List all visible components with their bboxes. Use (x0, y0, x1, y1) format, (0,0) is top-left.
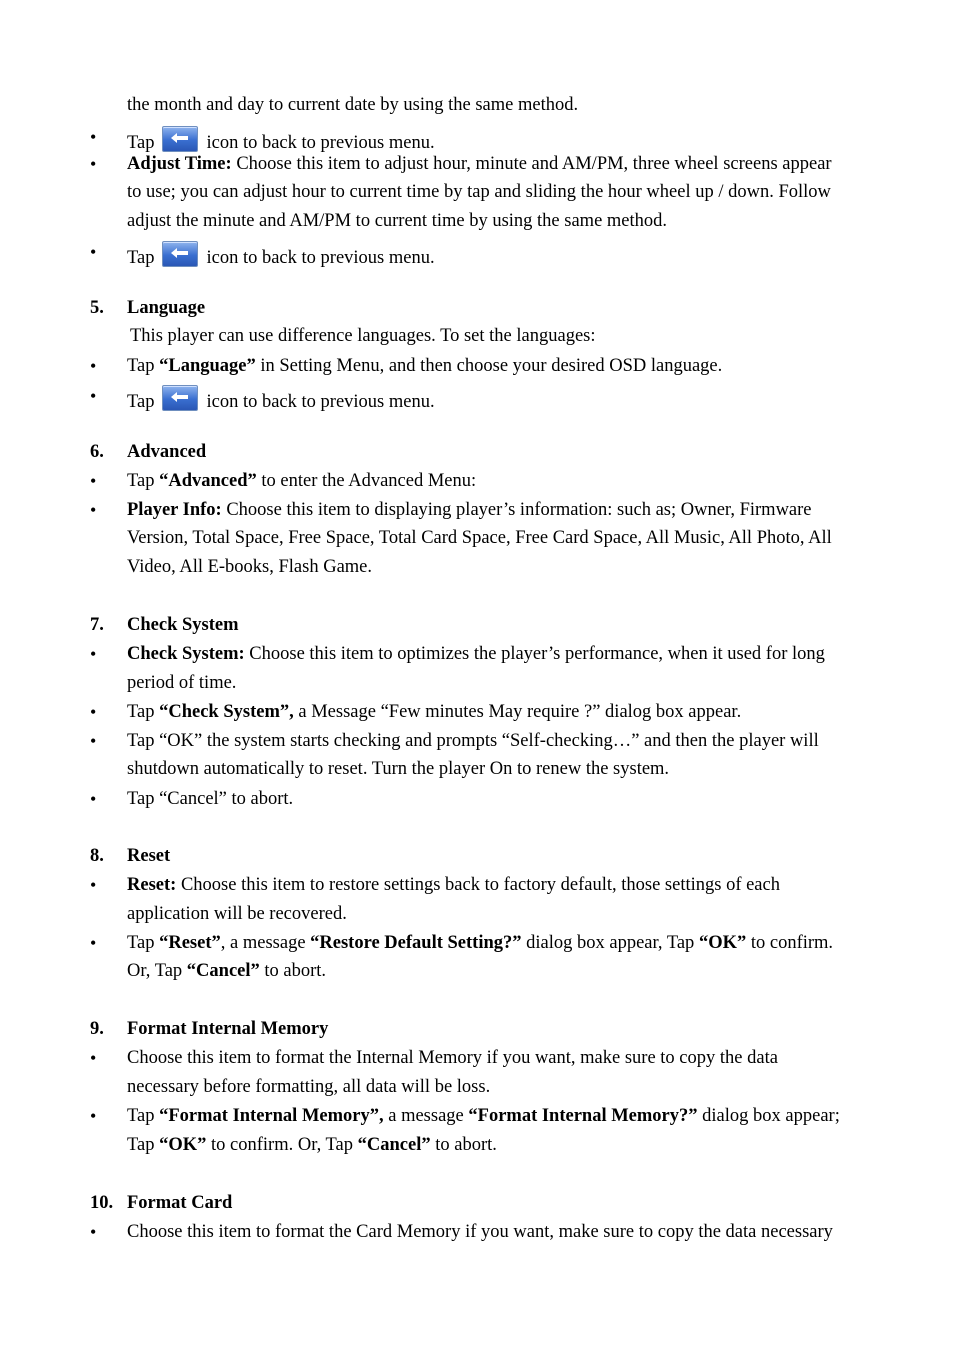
section-number: 10. (90, 1193, 114, 1213)
list-item (127, 643, 825, 665)
bold-text: Reset: (127, 875, 177, 895)
text: a message (383, 1106, 469, 1126)
adjust-time-line (127, 153, 832, 175)
tap-rest-text: icon to back to previous menu. (206, 133, 435, 153)
bullet: • (90, 644, 97, 664)
section-number: 7. (90, 615, 104, 635)
list-item-cont (127, 1134, 497, 1156)
tap-text: Tap (127, 392, 155, 412)
bold-text: “Restore Default Setting?” (310, 933, 522, 953)
text: Tap (127, 702, 160, 722)
bullet: • (90, 731, 97, 751)
bullet: • (90, 154, 97, 174)
section-title: Language (127, 298, 206, 318)
bullet: • (90, 933, 97, 953)
text: Tap (127, 1135, 160, 1155)
bullet: • (90, 789, 97, 809)
tap-back-line (127, 385, 435, 413)
text: to abort. (259, 961, 327, 981)
text: , a message (220, 933, 311, 953)
bullet: • (90, 127, 97, 147)
bold-text: “Check System”, (159, 702, 294, 722)
bullet: • (90, 242, 97, 262)
text: Tap (127, 471, 160, 491)
bold-text: “Language” (159, 356, 256, 376)
section-title: Reset (127, 846, 171, 866)
text: dialog box appear, Tap (521, 933, 699, 953)
list-item (127, 701, 741, 723)
bold-text: Check System: (127, 644, 245, 664)
list-item: Choose this item to format the Internal Memory if you want, make sure to copy the data (127, 1048, 778, 1068)
text: dialog box appear; (697, 1106, 840, 1126)
section-number: 5. (90, 298, 104, 318)
adjust-time-line: adjust the minute and AM/PM to current time by using the same method. (127, 211, 668, 231)
tap-rest-text: icon to back to previous menu. (206, 392, 435, 412)
bullet: • (90, 1222, 97, 1242)
bold-text: “Format Internal Memory”, (159, 1106, 384, 1126)
adjust-time-text: Choose this item to adjust hour, minute and AM/PM, three wheel screens appear (231, 154, 832, 174)
tap-text: Tap (127, 133, 155, 153)
text: to abort. (430, 1135, 497, 1155)
text: a Message “Few minutes May require ?” dialog box appear. (293, 702, 742, 722)
list-item-cont: application will be recovered. (127, 904, 347, 924)
bold-text: “Cancel” (357, 1135, 431, 1155)
bullet: • (90, 386, 97, 406)
text: Tap (127, 933, 160, 953)
text: to confirm. Or, Tap (206, 1135, 358, 1155)
section-title: Format Internal Memory (127, 1019, 329, 1039)
bold-text: “OK” (698, 933, 747, 953)
list-item (127, 355, 722, 377)
text: Tap (127, 1106, 160, 1126)
list-item-cont: necessary before formatting, all data will be loss. (127, 1077, 491, 1097)
tap-text: Tap (127, 248, 155, 268)
text: Choose this item to restore settings back to factory default, those settings of each (176, 875, 780, 895)
text: Choose this item to optimizes the player’s performance, when it used for long (244, 644, 825, 664)
text: in Setting Menu, and then choose your desired OSD language. (255, 356, 723, 376)
bold-text: Player Info: (127, 500, 222, 520)
adjust-time-label: Adjust Time: (127, 154, 232, 174)
bullet: • (90, 500, 97, 520)
bold-text: “Format Internal Memory?” (468, 1106, 698, 1126)
list-item (127, 932, 833, 954)
tap-back-line (127, 126, 435, 154)
text: to enter the Advanced Menu: (256, 471, 477, 491)
section-number: 9. (90, 1019, 104, 1039)
bullet: • (90, 356, 97, 376)
text: to confirm. (746, 933, 834, 953)
bullet: • (90, 702, 97, 722)
section-number: 6. (90, 442, 104, 462)
list-item: Choose this item to format the Card Memory if you want, make sure to copy the data necessary (127, 1222, 833, 1242)
bold-text: “Advanced” (159, 471, 257, 491)
back-arrow-icon (162, 241, 198, 267)
section-title: Advanced (127, 442, 207, 462)
list-item (127, 499, 812, 521)
back-arrow-icon (162, 126, 198, 152)
bold-text: “OK” (159, 1135, 207, 1155)
text: Tap (127, 356, 160, 376)
section-title: Check System (127, 615, 239, 635)
bold-text: “Reset” (159, 933, 221, 953)
list-item (127, 470, 476, 492)
list-item: Tap “OK” the system starts checking and prompts “Self-checking…” and then the player will (127, 731, 819, 751)
section-number: 8. (90, 846, 104, 866)
list-item-cont: period of time. (127, 673, 237, 693)
section-title: Format Card (127, 1193, 233, 1213)
list-item-cont: Version, Total Space, Free Space, Total Card Space, Free Card Space, All Music, All Photo, All (127, 528, 832, 548)
list-item-cont: shutdown automatically to reset. Turn the player On to renew the system. (127, 759, 670, 779)
list-item-cont: Video, All E-books, Flash Game. (127, 557, 373, 577)
back-arrow-icon (162, 385, 198, 411)
adjust-time-line: to use; you can adjust hour to current time by tap and sliding the hour wheel up / down. Follow (127, 182, 831, 202)
text: Or, Tap (127, 961, 187, 981)
bullet: • (90, 1048, 97, 1068)
bullet: • (90, 875, 97, 895)
tap-back-line (127, 241, 435, 269)
list-item: Tap “Cancel” to abort. (127, 789, 294, 809)
intro-line: the month and day to current date by using the same method. (127, 95, 579, 115)
section-desc: This player can use difference languages. To set the languages: (130, 326, 596, 346)
tap-rest-text: icon to back to previous menu. (206, 248, 435, 268)
bullet: • (90, 1106, 97, 1126)
list-item (127, 1105, 840, 1127)
bold-text: “Cancel” (186, 961, 260, 981)
list-item-cont (127, 960, 326, 982)
list-item (127, 874, 780, 896)
bullet: • (90, 471, 97, 491)
text: Choose this item to displaying player’s information: such as; Owner, Firmware (221, 500, 812, 520)
